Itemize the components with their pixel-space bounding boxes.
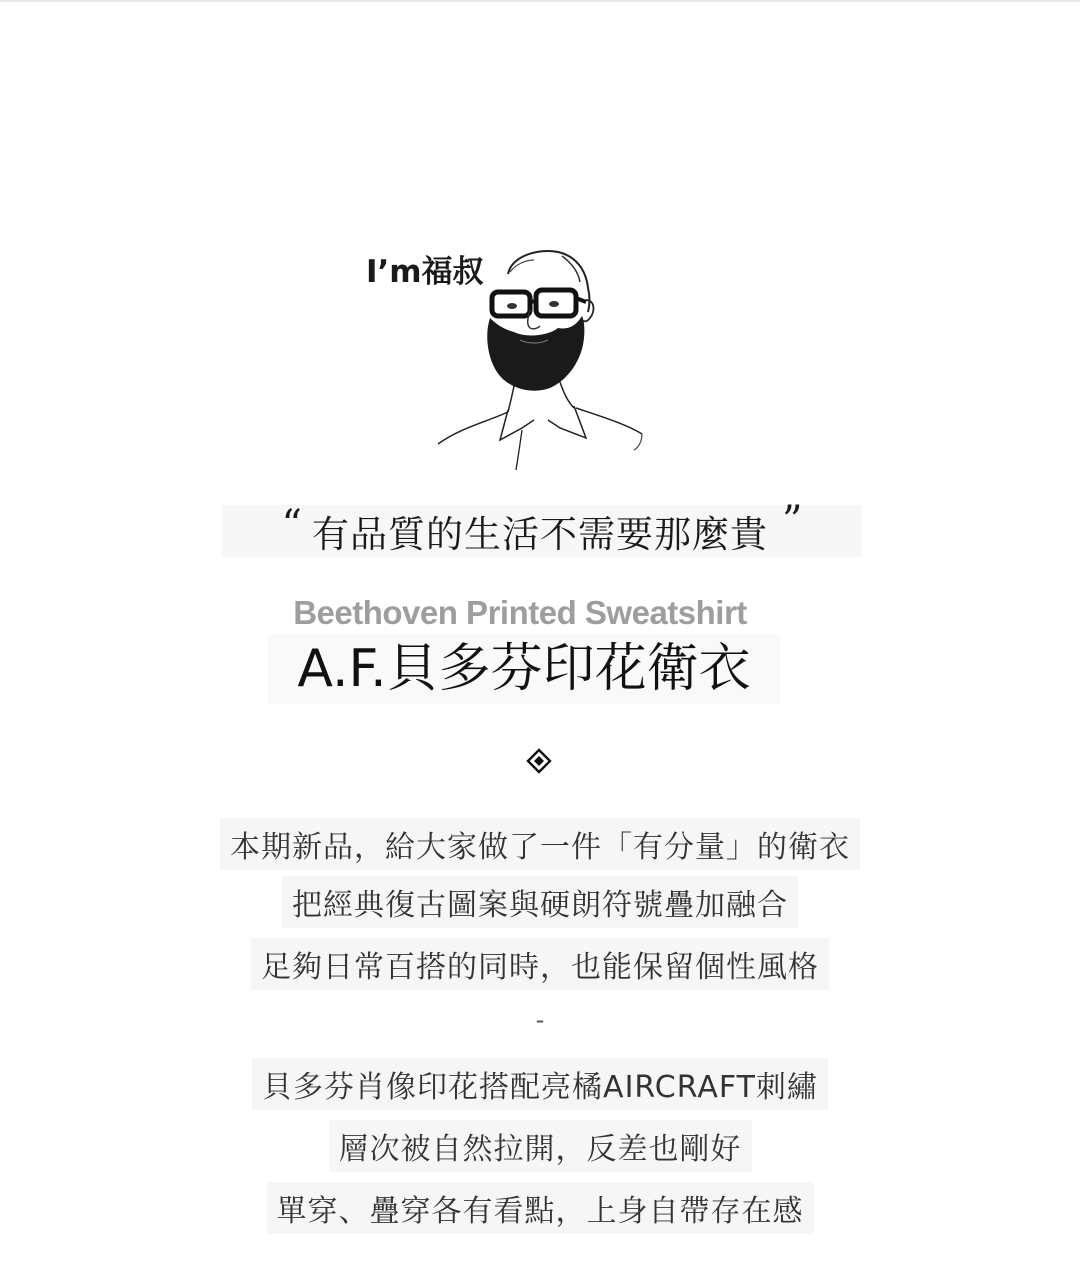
top-divider xyxy=(0,0,1080,2)
bearded-man-illustration xyxy=(430,244,650,474)
description-line xyxy=(0,818,1080,870)
paragraph-separator: - xyxy=(535,1006,545,1034)
tagline-quote xyxy=(222,498,862,557)
description-line xyxy=(0,1120,1080,1172)
diamond-icon xyxy=(526,748,552,774)
description-text: 本期新品，給大家做了一件「有分量」的衛衣 xyxy=(220,818,860,870)
product-name-chinese: A.F.貝多芬印花衛衣 xyxy=(268,634,780,704)
open-quote-mark: “ xyxy=(281,502,302,548)
description-line xyxy=(0,1058,1080,1110)
description-text: 單穿、疊穿各有看點，上身自帶存在感 xyxy=(267,1182,814,1234)
description-text: 足夠日常百搭的同時，也能保留個性風格 xyxy=(251,938,829,990)
tagline-text: 有品質的生活不需要那麼貴 xyxy=(312,513,768,556)
intro-tag: I’m福叔 xyxy=(366,254,484,290)
description-line xyxy=(0,938,1080,990)
description-line xyxy=(0,1182,1080,1234)
description-text: 把經典復古圖案與硬朗符號疊加融合 xyxy=(282,876,798,928)
product-name-english: Beethoven Printed Sweatshirt xyxy=(293,594,747,631)
description-text: 層次被自然拉開，反差也剛好 xyxy=(329,1120,752,1172)
description-text: 貝多芬肖像印花搭配亮橘AIRCRAFT刺繡 xyxy=(252,1058,828,1110)
description-line xyxy=(0,876,1080,928)
close-quote-mark: ” xyxy=(782,498,803,544)
